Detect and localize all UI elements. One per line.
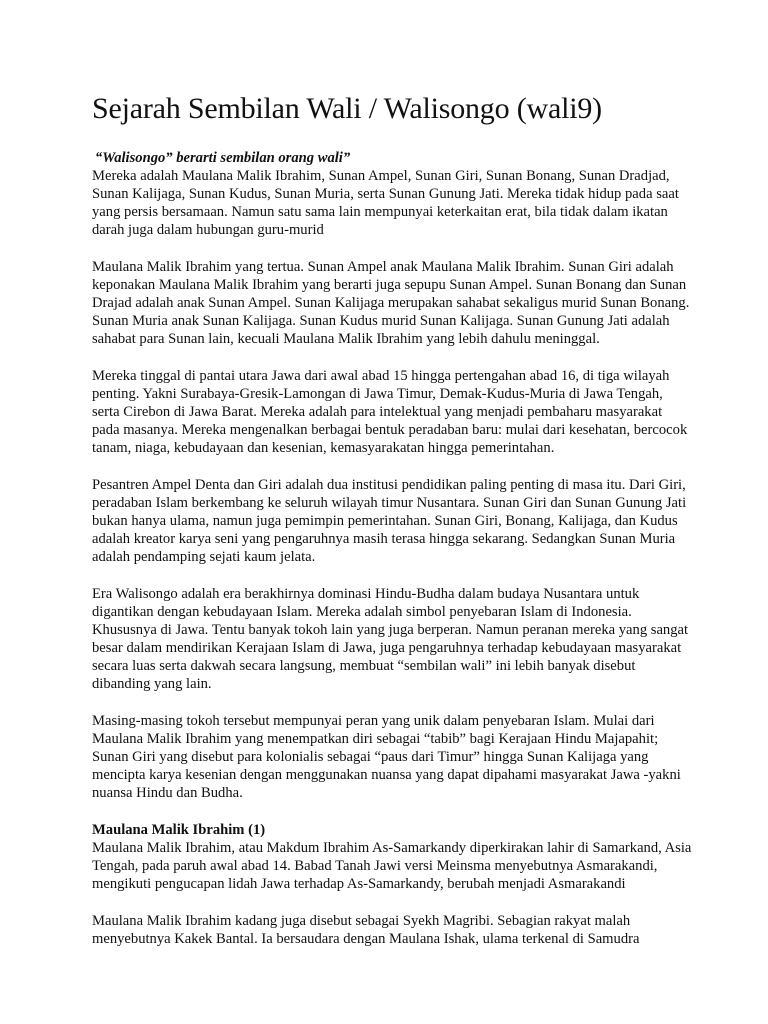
paragraph: Masing-masing tokoh tersebut mempunyai peran yang unik dalam penyebaran Islam. Mulai dari Maulana Malik Ibrahim yang menempatkan diri sebagai “tabib” bagi Kerajaan Hindu Majapahit; Sunan Giri yang disebut para kolonialis sebagai “paus dari Timur” hingga Sunan Kalijaga yang mencipta karya kesenian dengan menggunakan nuansa yang dapat dipahami masyarakat Jawa -yakni nuansa Hindu dan Budha. — [92, 713, 681, 801]
page-title: Sejarah Sembilan Wali / Walisongo (wali9) — [92, 92, 602, 125]
intro-paragraph — [92, 149, 692, 239]
intro-subtitle: “Walisongo” berarti sembilan orang wali” — [95, 150, 351, 166]
paragraph: Mereka tinggal di pantai utara Jawa dari awal abad 15 hingga pertengahan abad 16, di tiga wilayah penting. Yakni Surabaya-Gresik-Lamongan di Jawa Timur, Demak-Kudus-Muria di Jawa Tengah, serta Cirebon di Jawa Barat. Mereka adalah para intelektual yang menjadi pembaharu masyarakat pada masanya. Mereka mengenalkan berbagai bentuk peradaban baru: mulai dari kesehatan, bercocok tanam, niaga, kebudayaan dan kesenian, kemasyarakatan hingga pemerintahan. — [92, 368, 688, 456]
paragraph: Maulana Malik Ibrahim kadang juga disebut sebagai Syekh Magribi. Sebagian rakyat malah menyebutnya Kakek Bantal. Ia bersaudara dengan Maulana Ishak, ulama terkenal di Samudra — [92, 913, 640, 947]
section-text: Maulana Malik Ibrahim, atau Makdum Ibrahim As-Samarkandy diperkirakan lahir di Samarkand, Asia Tengah, pada paruh awal abad 14. Babad Tanah Jawi versi Meinsma menyebutnya Asmarakandi, mengikuti pengucapan lidah Jawa terhadap As-Samarkandy, berubah menjadi Asmarakandi — [92, 840, 692, 892]
intro-text: Mereka adalah Maulana Malik Ibrahim, Sunan Ampel, Sunan Giri, Sunan Bonang, Sunan Dradjad, Sunan Kalijaga, Sunan Kudus, Sunan Muria, serta Sunan Gunung Jati. Mereka tidak hidup pada saat yang persis bersamaan. Namun satu sama lain mempunyai keterkaitan erat, bila tidak dalam ikatan darah juga dalam hubungan guru-murid — [92, 168, 679, 238]
paragraph: Era Walisongo adalah era berakhirnya dominasi Hindu-Budha dalam budaya Nusantara untuk digantikan dengan kebudayaan Islam. Mereka adalah simbol penyebaran Islam di Indonesia. Khususnya di Jawa. Tentu banyak tokoh lain yang juga berperan. Namun peranan mereka yang sangat besar dalam mendirikan Kerajaan Islam di Jawa, juga pengaruhnya terhadap kebudayaan masyarakat secara luas serta dakwah secara langsung, membuat “sembilan wali” ini lebih banyak disebut dibanding yang lain. — [92, 586, 689, 692]
paragraph: Maulana Malik Ibrahim yang tertua. Sunan Ampel anak Maulana Malik Ibrahim. Sunan Giri adalah keponakan Maulana Malik Ibrahim yang berarti juga sepupu Sunan Ampel. Sunan Bonang dan Sunan Drajad adalah anak Sunan Ampel. Sunan Kalijaga merupakan sahabat sekaligus murid Sunan Bonang. Sunan Muria anak Sunan Kalijaga. Sunan Kudus murid Sunan Kalijaga. Sunan Gunung Jati adalah sahabat para Sunan lain, kecuali Maulana Malik Ibrahim yang lebih dahulu meninggal. — [92, 259, 690, 347]
section-paragraph — [92, 821, 692, 893]
section-heading: Maulana Malik Ibrahim (1) — [92, 822, 266, 838]
paragraph: Pesantren Ampel Denta dan Giri adalah dua institusi pendidikan paling penting di masa itu. Dari Giri, peradaban Islam berkembang ke seluruh wilayah timur Nusantara. Sunan Giri dan Sunan Gunung Jati bukan hanya ulama, namun juga pemimpin pemerintahan. Sunan Giri, Bonang, Kalijaga, dan Kudus adalah kreator karya seni yang pengaruhnya masih terasa hingga sekarang. Sedangkan Sunan Muria adalah pendamping sejati kaum jelata. — [92, 477, 687, 565]
document-body — [92, 149, 692, 967]
